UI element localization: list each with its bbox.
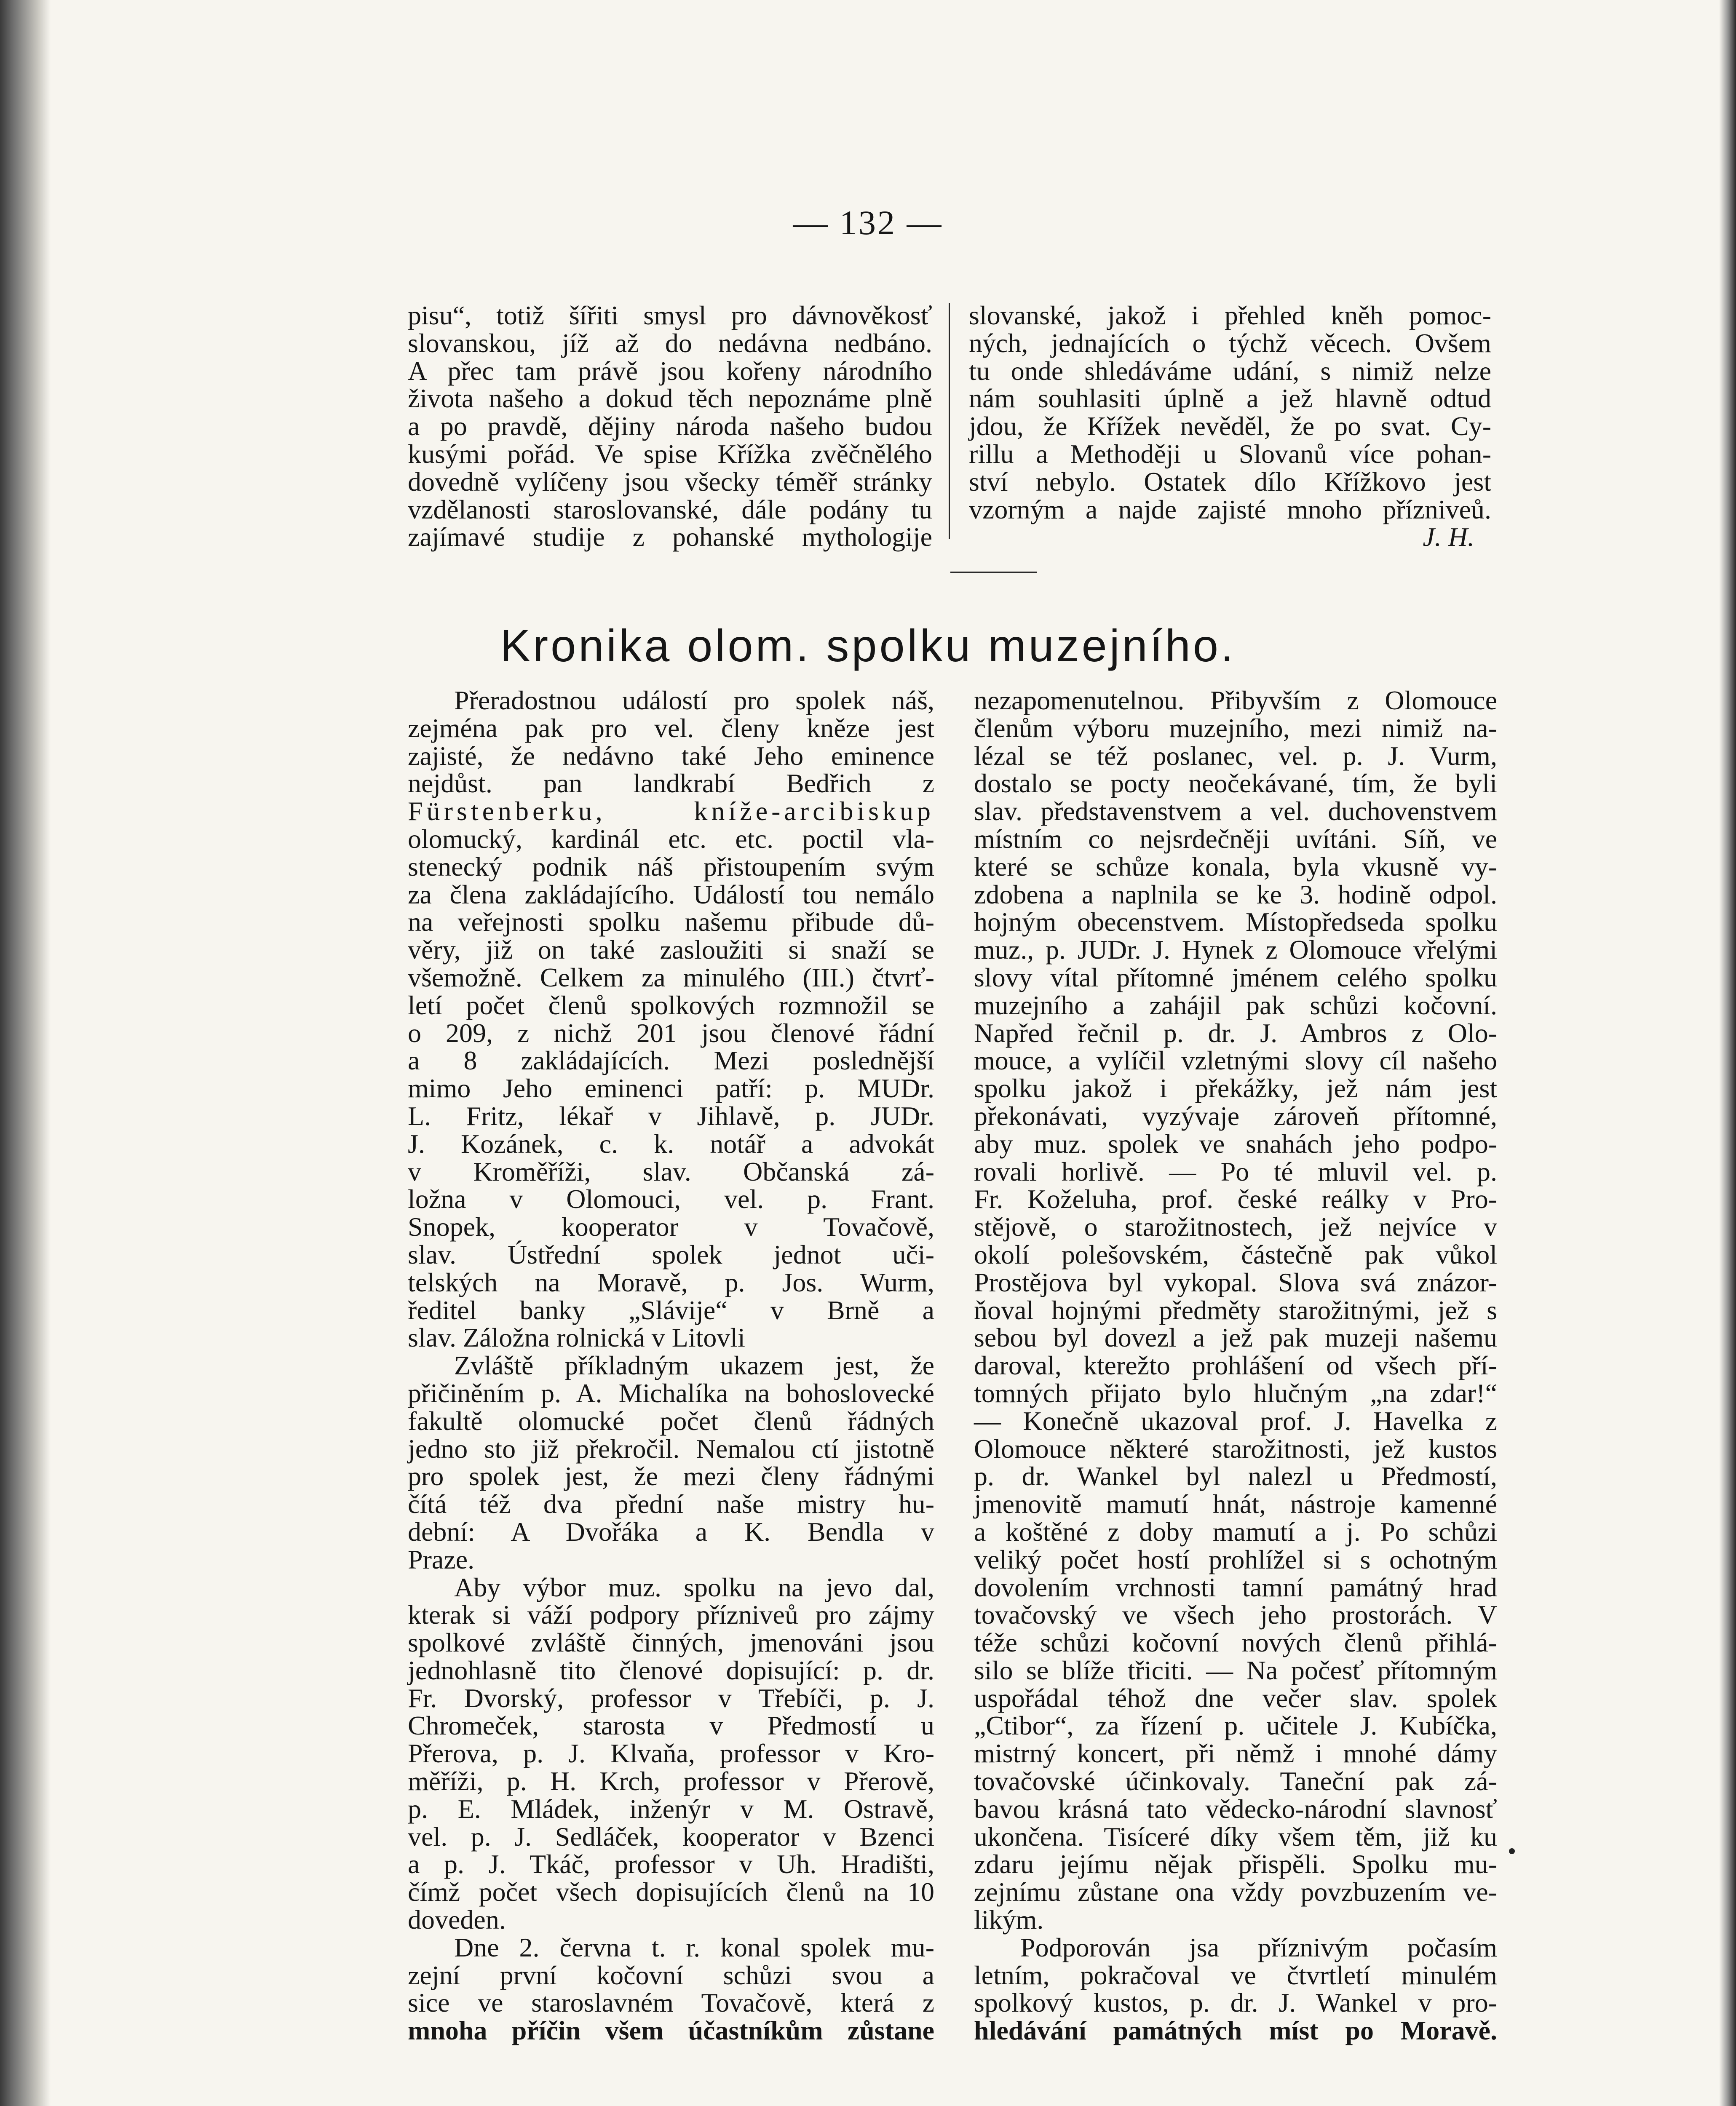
review-signature: J. H. xyxy=(1423,522,1474,552)
text-line: vzorným a najde zajisté mnoho přízniveů. xyxy=(969,494,1491,524)
text-line: uspořádal téhož dne večer slav. spolek xyxy=(974,1683,1497,1713)
text-line: a p. J. Tkáč, professor v Uh. Hradišti, xyxy=(408,1849,934,1879)
text-line: ložna v Olomouci, vel. p. Frant. xyxy=(408,1184,934,1214)
text-line: spolku jakož i překážky, jež nám jest xyxy=(974,1073,1497,1104)
text-line: silo se blíže třiciti. — Na počesť přítomným xyxy=(974,1655,1497,1685)
text-line: slav. Záložna rolnická v Litovli xyxy=(408,1323,745,1353)
text-line: stenecký podnik náš přistoupením svým xyxy=(408,851,934,882)
text-line: místním co nejsrdečněji uvítáni. Síň, ve xyxy=(974,823,1497,854)
text-line: měříži, p. H. Krch, professor v Přerově, xyxy=(408,1766,934,1796)
text-line: mouce, a vylíčil vzletnými slovy cíl našeho xyxy=(974,1045,1497,1076)
text-line: dovolením vrchnosti tamní památný hrad xyxy=(974,1572,1497,1602)
text-line: Podporován jsa příznivým počasím xyxy=(1020,1932,1497,1962)
text-line: L. Fritz, lékař v Jihlavě, p. JUDr. xyxy=(408,1101,934,1131)
text-line: muz., p. JUDr. J. Hynek z Olomouce vřelými xyxy=(974,935,1497,965)
text-line: a 8 zakládajících. Mezi poslednější xyxy=(408,1045,934,1076)
text-line: hojným obecenstvem. Místopředseda spolku xyxy=(974,907,1497,937)
text-line: nezapomenutelnou. Přibyvším z Olomouce xyxy=(974,685,1497,715)
text-line: nám souhlasiti úplně a jež hlavně odtud xyxy=(969,383,1491,414)
text-line: „Ctibor“, za řízení p. učitele J. Kubíčka, xyxy=(974,1710,1497,1741)
text-line: v Kroměříži, slav. Občanská zá- xyxy=(408,1156,934,1187)
text-line: pisu“, totiž šířiti smysl pro dávnověkosť xyxy=(408,300,932,330)
text-line: lézal se též poslanec, vel. p. J. Vurm, xyxy=(974,740,1497,771)
review-column-left xyxy=(408,302,932,551)
text-line: čítá též dva přední naše mistry hu- xyxy=(408,1489,934,1519)
text-line: zejnímu zůstane ona vždy povzbuzením ve- xyxy=(974,1877,1497,1907)
text-line: zdobena a naplnila se ke 3. hodině odpol. xyxy=(974,879,1497,909)
text-line: Přerova, p. J. Klvaňa, professor v Kro- xyxy=(408,1738,934,1769)
text-line: okolí polešovském, částečně pak vůkol xyxy=(974,1239,1497,1269)
text-line: tomných přijato bylo hlučným „na zdar!“ xyxy=(974,1378,1497,1408)
ink-speck xyxy=(1509,1848,1515,1854)
text-line: zajisté, že nedávno také Jeho eminence xyxy=(408,740,934,771)
text-line: Dne 2. června t. r. konal spolek mu- xyxy=(454,1932,934,1962)
text-line: letním, pokračoval ve čtvrtletí minulém xyxy=(974,1960,1497,1990)
text-line: olomucký, kardinál etc. etc. poctil vla- xyxy=(408,823,934,854)
text-line: Snopek, kooperator v Tovačově, xyxy=(408,1212,934,1242)
text-line: slav. Ústřední spolek jednot uči- xyxy=(408,1239,934,1269)
review-column-right xyxy=(969,302,1491,551)
text-line: J. Kozánek, c. k. notář a advokát xyxy=(408,1128,934,1159)
scan-edge-left xyxy=(0,0,51,2106)
text-line: rillu a Methoději u Slovanů více pohan- xyxy=(969,438,1491,469)
text-line: sice ve staroslavném Tovačově, která z xyxy=(408,1988,934,2018)
text-line: ství nebylo. Ostatek dílo Křížkovo jest xyxy=(969,466,1491,497)
text-line: daroval, kterežto prohlášení od všech pří- xyxy=(974,1350,1497,1381)
text-line: dostalo se pocty neočekávané, tím, že byli xyxy=(974,768,1497,799)
text-line: Fr. Koželuha, prof. české reálky v Pro- xyxy=(974,1184,1497,1214)
text-line: čímž počet všech dopisujících členů na 10 xyxy=(408,1877,934,1907)
text-line: rovali horlivě. — Po té mluvil vel. p. xyxy=(974,1156,1497,1187)
text-line: hledávání památných míst po Moravě. xyxy=(974,2015,1497,2046)
text-line: zajímavé studije z pohanské mythologije xyxy=(408,522,932,552)
page-number: — 132 — xyxy=(793,203,943,242)
text-line: stějově, o starožitnostech, jež nejvíce v xyxy=(974,1212,1497,1242)
text-line: telských na Moravě, p. Jos. Wurm, xyxy=(408,1267,934,1297)
text-line: překonávati, vyzývaje zároveň přítomné, xyxy=(974,1101,1497,1131)
text-line: Prostějova byl vykopal. Slova svá znázor- xyxy=(974,1267,1497,1297)
text-line: mnoha příčin všem účastníkům zůstane xyxy=(408,2015,934,2046)
text-line: slav. představenstvem a vel. duchovenstvem xyxy=(974,796,1497,826)
text-line: života našeho a dokud těch nepoznáme plně xyxy=(408,383,932,414)
text-line: dovedně vylíčeny jsou všecky téměř stránky xyxy=(408,466,932,497)
text-line: Aby výbor muz. spolku na jevo dal, xyxy=(454,1572,934,1602)
text-line: doveden. xyxy=(408,1905,506,1935)
text-line: p. E. Mládek, inženýr v M. Ostravě, xyxy=(408,1793,934,1824)
text-line: vel. p. J. Sedláček, kooperator v Bzenci xyxy=(408,1821,934,1852)
text-line: Zvláště příkladným ukazem jest, že xyxy=(454,1350,934,1381)
text-line: sebou byl dovezl a jež pak muzeji našemu xyxy=(974,1323,1497,1353)
text-line: letí počet členů spolkových rozmnožil se xyxy=(408,990,934,1020)
text-line: všemožně. Celkem za minulého (III.) čtvrť- xyxy=(408,962,934,992)
text-line: vzdělanosti staroslovanské, dále podány tu xyxy=(408,494,932,524)
text-line: které se schůze konala, byla vkusně vy- xyxy=(974,851,1497,882)
text-line: věry, již on také zasloužiti si snaží se xyxy=(408,935,934,965)
text-line: veliký počet hostí prohlížel si s ochotným xyxy=(974,1544,1497,1574)
text-line: přičiněním p. A. Michalíka na bohoslovecké xyxy=(408,1378,934,1408)
text-line: — Konečně ukazoval prof. J. Havelka z xyxy=(974,1406,1497,1436)
text-line: fakultě olomucké počet členů řádných xyxy=(408,1406,934,1436)
text-line: Fürstenberku, kníže-arcibiskup xyxy=(408,796,934,826)
text-line: ředitel banky „Slávije“ v Brně a xyxy=(408,1295,934,1325)
text-line: kterak si váží podpory přízniveů pro zájmy xyxy=(408,1600,934,1630)
column-divider xyxy=(949,303,950,539)
text-line: slovanské, jakož i přehled kněh pomoc- xyxy=(969,300,1491,330)
text-line: mistrný koncert, při němž i mnohé dámy xyxy=(974,1738,1497,1769)
text-line: spolkový kustos, p. dr. J. Wankel v pro- xyxy=(974,1988,1497,2018)
text-line: dební: A Dvořáka a K. Bendla v xyxy=(408,1516,934,1547)
text-line: ných, jednajících o týchž věcech. Ovšem xyxy=(969,328,1491,358)
text-line: spolkové zvláště činných, jmenováni jsou xyxy=(408,1628,934,1658)
text-line: p. dr. Wankel byl nalezl u Předmostí, xyxy=(974,1461,1497,1491)
text-line: mimo Jeho eminenci patří: p. MUDr. xyxy=(408,1073,934,1104)
text-line: slovanskou, jíž až do nedávna nedbáno. xyxy=(408,328,932,358)
text-line: zejní první kočovní schůzi svou a xyxy=(408,1960,934,1990)
text-line: pro spolek jest, že mezi členy řádnými xyxy=(408,1461,934,1491)
text-line: téže schůzi kočovní nových členů přihlá- xyxy=(974,1628,1497,1658)
text-line: za člena zakládajícího. Událostí tou nemálo xyxy=(408,879,934,909)
text-line: jmenovitě mamutí hnát, nástroje kamenné xyxy=(974,1489,1497,1519)
scan-edge-right xyxy=(1719,0,1736,2106)
text-line: a po pravdě, dějiny národa našeho budou xyxy=(408,411,932,441)
text-line: Olomouce některé starožitnosti, jež kustos xyxy=(974,1433,1497,1464)
section-divider-rule xyxy=(950,572,1037,573)
text-line: muzejního a zahájil pak schůzi kočovní. xyxy=(974,990,1497,1020)
text-line: Napřed řečnil p. dr. J. Ambros z Olo- xyxy=(974,1018,1497,1048)
text-line: ukončena. Tisíceré díky všem těm, již ku xyxy=(974,1821,1497,1852)
text-line: Přeradostnou událostí pro spolek náš, xyxy=(454,685,934,715)
text-line: A přec tam právě jsou kořeny národního xyxy=(408,355,932,386)
text-line: a koštěné z doby mamutí a j. Po schůzi xyxy=(974,1516,1497,1547)
text-line: Chromeček, starosta v Předmostí u xyxy=(408,1710,934,1741)
text-line: tovačovské účinkovaly. Taneční pak zá- xyxy=(974,1766,1497,1796)
text-line: tovačovský ve všech jeho prostorách. V xyxy=(974,1600,1497,1630)
text-line: kusými pořád. Ve spise Křížka zvěčnělého xyxy=(408,438,932,469)
text-line: aby muz. spolek ve snahách jeho podpo- xyxy=(974,1128,1497,1159)
text-line: Fr. Dvorský, professor v Třebíči, p. J. xyxy=(408,1683,934,1713)
section-heading: Kronika olom. spolku muzejního. xyxy=(500,620,1236,671)
text-line: jedno sto již překročil. Nemalou ctí jistotně xyxy=(408,1433,934,1464)
text-line: zdaru jejímu nějak přispěli. Spolku mu- xyxy=(974,1849,1497,1879)
text-line: bavou krásná tato vědecko-národní slavnosť xyxy=(974,1793,1497,1824)
text-line: ňoval hojnými předměty starožitnými, jež s xyxy=(974,1295,1497,1325)
text-line: likým. xyxy=(974,1905,1044,1935)
text-line: na veřejnosti spolku našemu přibude dů- xyxy=(408,907,934,937)
text-line: jednohlasně tito členové dopisující: p. dr. xyxy=(408,1655,934,1685)
text-line: slovy vítal přítomné jménem celého spolku xyxy=(974,962,1497,992)
text-line: Praze. xyxy=(408,1544,475,1574)
text-line: tu onde shledáváme udání, s nimiž nelze xyxy=(969,355,1491,386)
text-line: zejména pak pro vel. členy kněze jest xyxy=(408,713,934,743)
text-line: členům výboru muzejního, mezi nimiž na- xyxy=(974,713,1497,743)
chronicle-column-right xyxy=(974,687,1497,2045)
text-line: o 209, z nichž 201 jsou členové řádní xyxy=(408,1018,934,1048)
chronicle-column-left xyxy=(408,687,934,2045)
text-line: jdou, že Křížek nevěděl, že po svat. Cy- xyxy=(969,411,1491,441)
text-line: nejdůst. pan landkrabí Bedřich z xyxy=(408,768,934,799)
